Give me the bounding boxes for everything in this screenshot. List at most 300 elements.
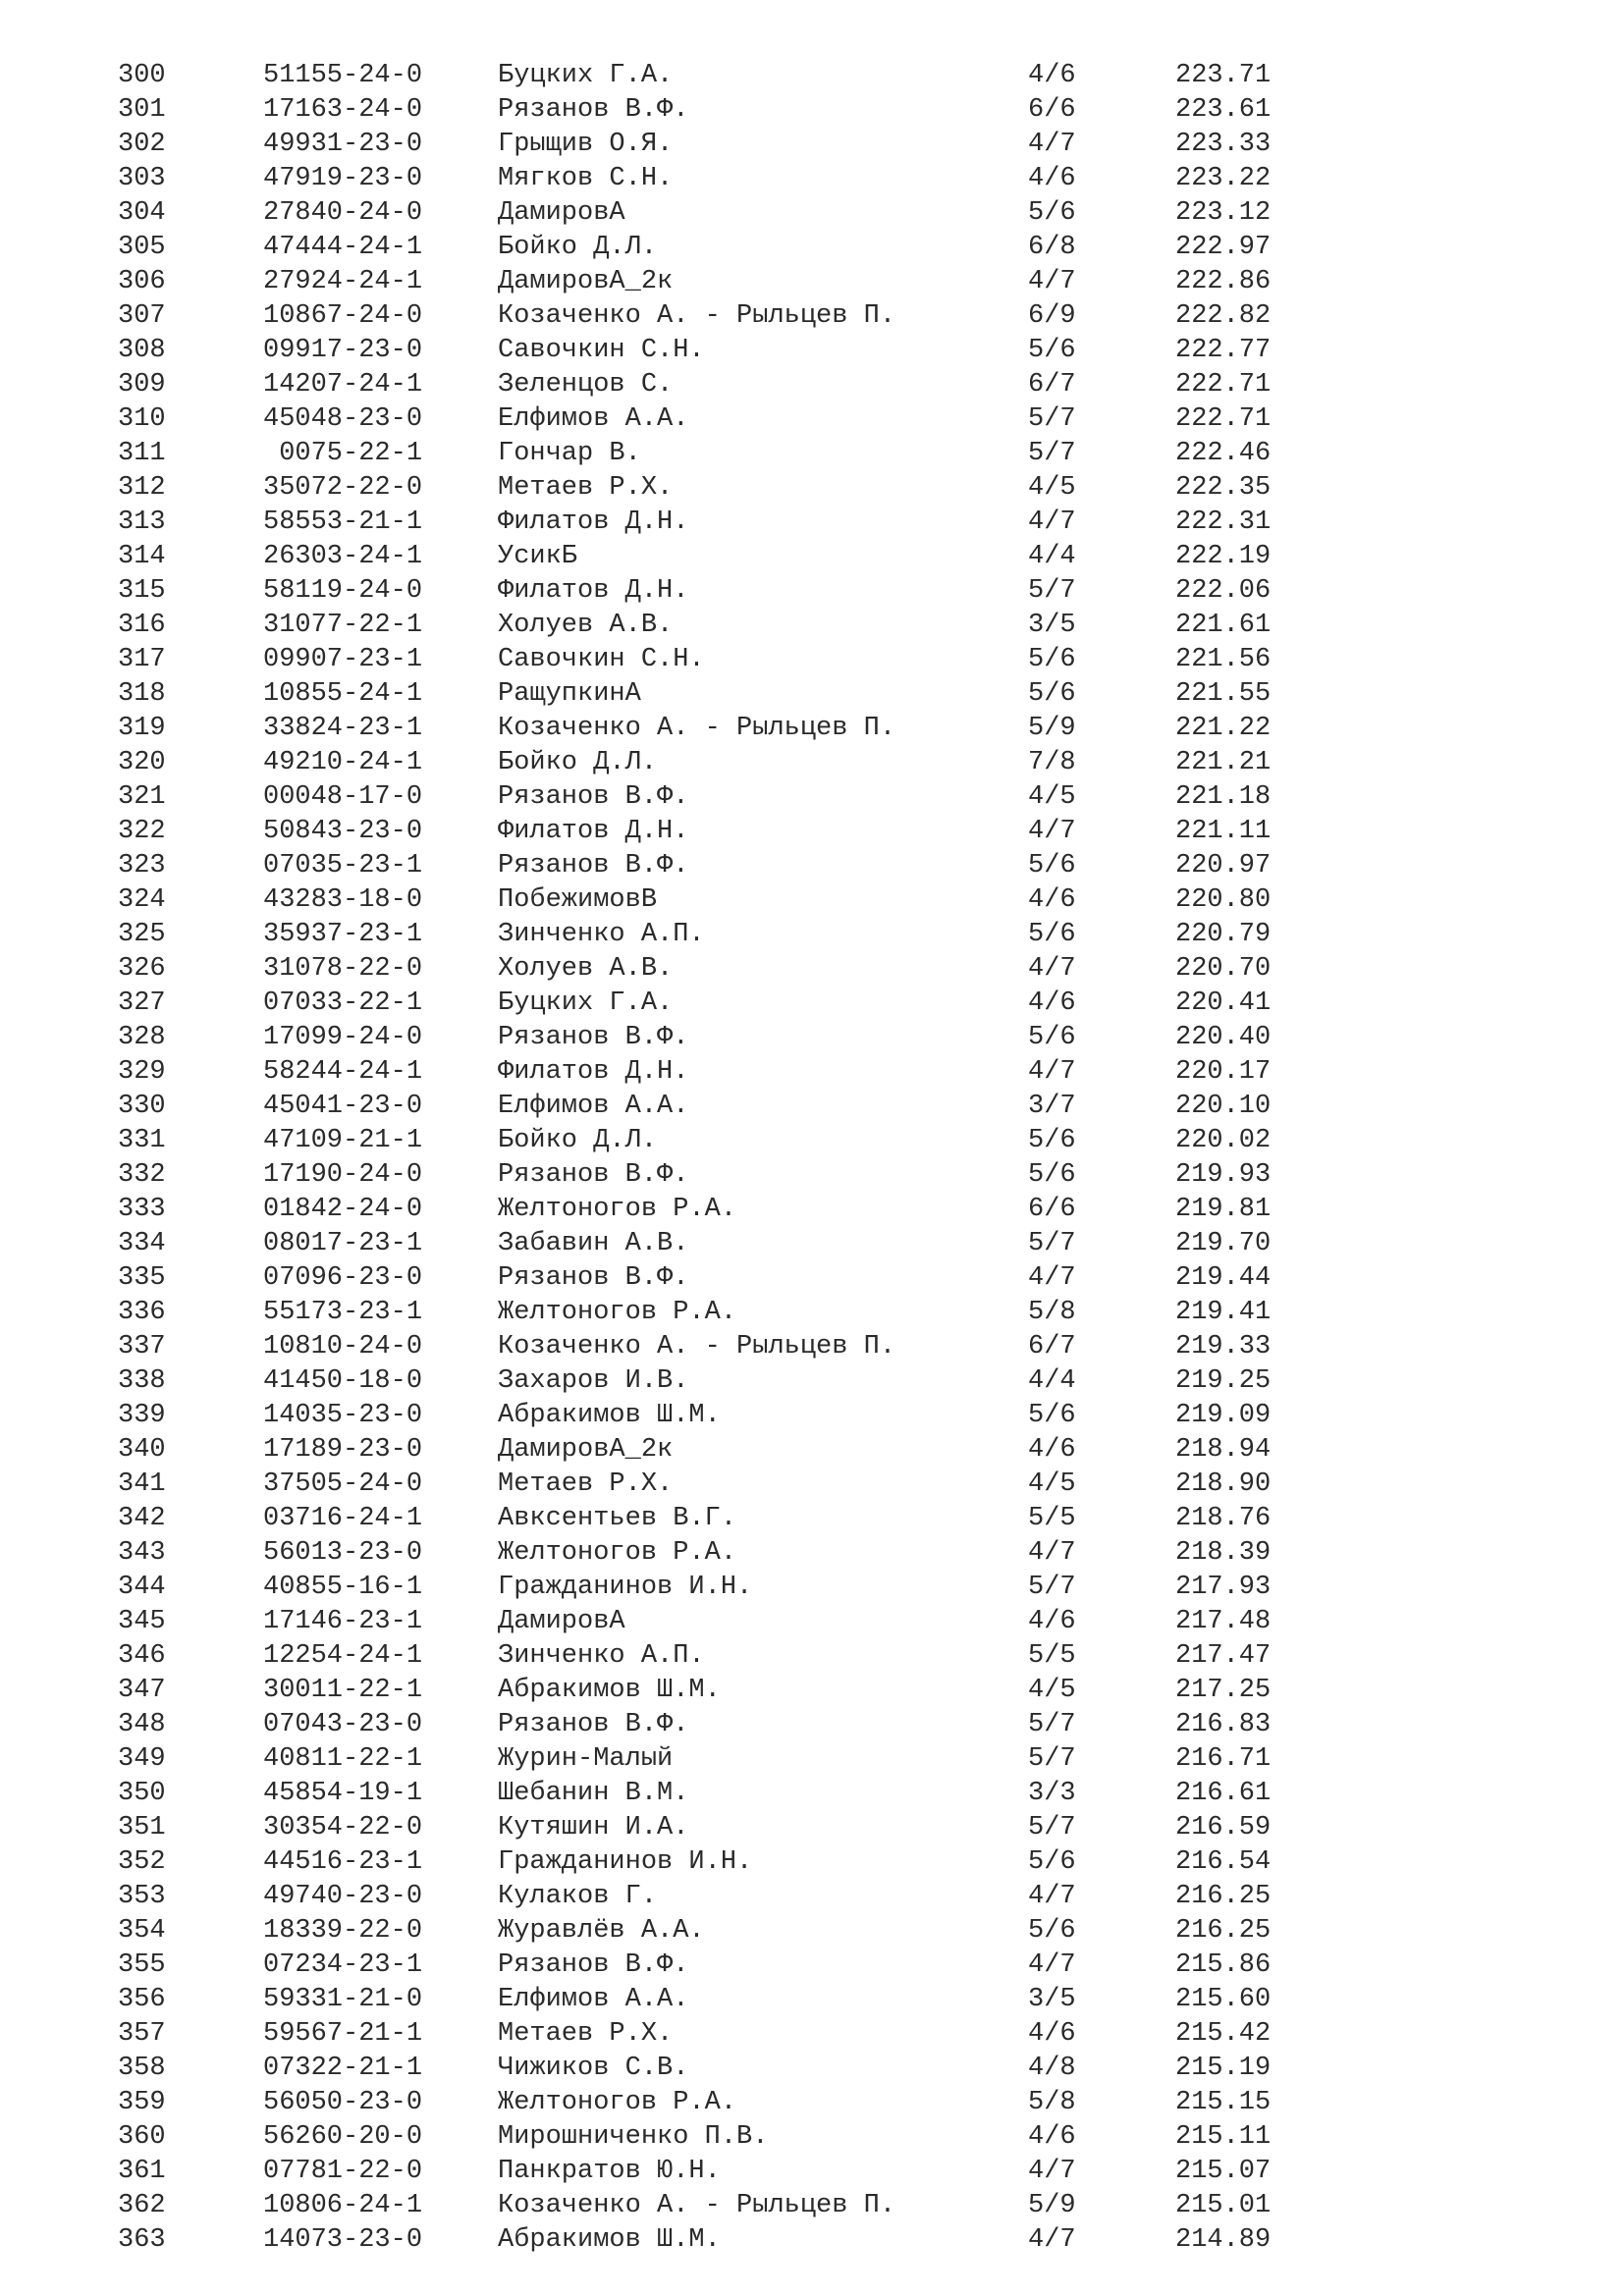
rank-cell: 352 [118,1847,166,1877]
entry-id-cell: 37505-24-0 [263,1469,423,1499]
score-cell: 222.97 [1175,233,1272,262]
rank-cell: 335 [118,1263,166,1293]
entry-id-cell: 59331-21-0 [263,1985,423,2014]
entry-id-cell: 08017-23-1 [263,1229,423,1258]
ratio-cell: 4/7 [1028,1538,1076,1568]
name-cell: Рязанов В.Ф. [498,1950,689,1980]
ratio-cell: 4/7 [1028,130,1076,159]
ratio-cell: 5/6 [1028,851,1076,881]
score-cell: 222.35 [1175,473,1272,503]
ratio-cell: 4/5 [1028,782,1076,812]
rank-cell: 341 [118,1469,166,1499]
name-cell: Рязанов В.Ф. [498,1263,689,1293]
ratio-cell: 5/7 [1028,576,1076,606]
rank-cell: 307 [118,301,166,331]
ratio-cell: 5/6 [1028,920,1076,949]
rank-cell: 310 [118,404,166,434]
ratio-cell: 4/6 [1028,1607,1076,1636]
table-row [118,1983,1335,2017]
score-cell: 214.89 [1175,2225,1272,2255]
score-cell: 219.09 [1175,1401,1272,1430]
ratio-cell: 5/6 [1028,1023,1076,1052]
entry-id-cell: 07322-21-1 [263,2054,423,2083]
name-cell: Шебанин В.М. [498,1779,689,1808]
score-cell: 216.71 [1175,1744,1272,1774]
entry-id-cell: 40811-22-1 [263,1744,423,1774]
score-cell: 222.46 [1175,439,1272,468]
score-cell: 221.11 [1175,817,1272,846]
name-cell: Рязанов В.Ф. [498,1023,689,1052]
rank-cell: 363 [118,2225,166,2255]
table-row [118,1261,1335,1296]
score-cell: 217.47 [1175,1641,1272,1671]
table-row [118,93,1335,128]
name-cell: Рязанов В.Ф. [498,851,689,881]
name-cell: ДамировА_2к [498,267,674,296]
name-cell: Панкратов Ю.Н. [498,2157,721,2186]
rank-cell: 320 [118,748,166,777]
table-row [118,471,1335,506]
entry-id-cell: 30354-22-0 [263,1813,423,1842]
entry-id-cell: 07096-23-0 [263,1263,423,1293]
rank-cell: 316 [118,611,166,640]
ratio-cell: 4/7 [1028,1882,1076,1911]
rank-cell: 355 [118,1950,166,1980]
name-cell: Абракимов Ш.М. [498,2225,721,2255]
rank-cell: 319 [118,714,166,743]
table-row [118,2223,1335,2258]
table-row [118,1639,1335,1674]
ratio-cell: 6/7 [1028,370,1076,400]
table-row [118,1571,1335,1605]
rank-cell: 324 [118,885,166,915]
score-cell: 220.79 [1175,920,1272,949]
entry-id-cell: 09907-23-1 [263,645,423,674]
entry-id-cell: 35937-23-1 [263,920,423,949]
rank-cell: 351 [118,1813,166,1842]
rank-cell: 306 [118,267,166,296]
ratio-cell: 4/7 [1028,1950,1076,1980]
entry-id-cell: 58119-24-0 [263,576,423,606]
entry-id-cell: 10855-24-1 [263,679,423,709]
rank-cell: 328 [118,1023,166,1052]
entry-id-cell: 40855-16-1 [263,1573,423,1602]
rank-cell: 323 [118,851,166,881]
table-row [118,265,1335,299]
name-cell: Метаев Р.Х. [498,1469,674,1499]
name-cell: Чижиков С.В. [498,2054,689,2083]
ratio-cell: 5/6 [1028,1916,1076,1946]
entry-id-cell: 41450-18-0 [263,1366,423,1396]
name-cell: Мягков С.Н. [498,164,674,193]
ratio-cell: 5/7 [1028,1813,1076,1842]
rank-cell: 357 [118,2019,166,2049]
score-cell: 221.61 [1175,611,1272,640]
name-cell: Кулаков Г. [498,1882,658,1911]
name-cell: УсикБ [498,542,578,571]
table-row [118,1605,1335,1639]
score-cell: 216.25 [1175,1916,1272,1946]
score-cell: 218.76 [1175,1504,1272,1533]
entry-id-cell: 09917-23-0 [263,336,423,365]
entry-id-cell: 45041-23-0 [263,1092,423,1121]
table-row [118,2189,1335,2223]
score-cell: 220.02 [1175,1126,1272,1155]
rank-cell: 356 [118,1985,166,2014]
rank-cell: 333 [118,1195,166,1224]
name-cell: ДамировА [498,1607,625,1636]
entry-id-cell: 00048-17-0 [263,782,423,812]
name-cell: Рязанов В.Ф. [498,1160,689,1190]
ratio-cell: 4/7 [1028,1263,1076,1293]
ratio-cell: 4/5 [1028,1676,1076,1705]
table-row [118,1021,1335,1055]
ratio-cell: 5/7 [1028,1573,1076,1602]
table-row [118,1845,1335,1880]
rank-cell: 345 [118,1607,166,1636]
score-cell: 222.71 [1175,370,1272,400]
name-cell: Забавин А.В. [498,1229,689,1258]
table-row [118,1124,1335,1158]
ratio-cell: 4/7 [1028,507,1076,537]
rank-cell: 349 [118,1744,166,1774]
name-cell: Гражданинов И.Н. [498,1847,753,1877]
name-cell: Козаченко А. - Рыльцев П. [498,2191,896,2220]
table-row [118,2086,1335,2120]
entry-id-cell: 30011-22-1 [263,1676,423,1705]
score-cell: 220.97 [1175,851,1272,881]
rank-cell: 315 [118,576,166,606]
rank-cell: 343 [118,1538,166,1568]
ratio-cell: 5/5 [1028,1504,1076,1533]
score-cell: 222.31 [1175,507,1272,537]
ratio-cell: 6/9 [1028,301,1076,331]
entry-id-cell: 17163-24-0 [263,95,423,125]
entry-id-cell: 27840-24-0 [263,198,423,228]
name-cell: Рязанов В.Ф. [498,782,689,812]
rank-cell: 326 [118,954,166,984]
ratio-cell: 3/5 [1028,1985,1076,2014]
entry-id-cell: 14073-23-0 [263,2225,423,2255]
rank-cell: 309 [118,370,166,400]
rank-cell: 358 [118,2054,166,2083]
table-row [118,987,1335,1021]
name-cell: Филатов Д.Н. [498,817,689,846]
table-row [118,815,1335,849]
table-row [118,59,1335,93]
table-row [118,1502,1335,1536]
ratio-cell: 4/6 [1028,988,1076,1018]
ratio-cell: 4/7 [1028,267,1076,296]
name-cell: Гражданинов И.Н. [498,1573,753,1602]
rank-cell: 308 [118,336,166,365]
score-cell: 221.22 [1175,714,1272,743]
ratio-cell: 4/7 [1028,2225,1076,2255]
name-cell: Елфимов А.А. [498,1092,689,1121]
table-row [118,1158,1335,1193]
entry-id-cell: 56013-23-0 [263,1538,423,1568]
rank-cell: 327 [118,988,166,1018]
table-row [118,609,1335,643]
ratio-cell: 6/6 [1028,1195,1076,1224]
ratio-cell: 5/9 [1028,714,1076,743]
score-cell: 216.54 [1175,1847,1272,1877]
name-cell: Журин-Малый [498,1744,674,1774]
rank-cell: 354 [118,1916,166,1946]
table-row [118,952,1335,987]
ratio-cell: 4/7 [1028,817,1076,846]
ratio-cell: 4/7 [1028,1057,1076,1087]
table-row [118,1090,1335,1124]
score-cell: 222.06 [1175,576,1272,606]
score-cell: 215.01 [1175,2191,1272,2220]
table-row [118,1193,1335,1227]
table-row [118,746,1335,780]
table-row [118,1708,1335,1742]
ratio-cell: 5/8 [1028,2088,1076,2117]
table-row [118,1914,1335,1949]
entry-id-cell: 07033-22-1 [263,988,423,1018]
entry-id-cell: 10806-24-1 [263,2191,423,2220]
table-row [118,506,1335,540]
table-row [118,1811,1335,1845]
table-row [118,1880,1335,1914]
table-row [118,780,1335,815]
rank-cell: 318 [118,679,166,709]
table-row [118,849,1335,883]
entry-id-cell: 17189-23-0 [263,1435,423,1465]
name-cell: Желтоногов Р.А. [498,1298,737,1327]
name-cell: Зинченко А.П. [498,920,705,949]
score-cell: 216.83 [1175,1710,1272,1739]
name-cell: Желтоногов Р.А. [498,1538,737,1568]
ratio-cell: 5/7 [1028,1710,1076,1739]
rank-cell: 304 [118,198,166,228]
score-cell: 220.10 [1175,1092,1272,1121]
table-row [118,574,1335,609]
name-cell: ДамировА_2к [498,1435,674,1465]
score-cell: 219.44 [1175,1263,1272,1293]
name-cell: Бойко Д.Л. [498,748,658,777]
ratio-cell: 4/8 [1028,2054,1076,2083]
table-row [118,2155,1335,2189]
name-cell: Холуев А.В. [498,954,674,984]
ratio-cell: 4/6 [1028,2019,1076,2049]
ratio-cell: 4/7 [1028,954,1076,984]
name-cell: Метаев Р.Х. [498,2019,674,2049]
score-cell: 221.21 [1175,748,1272,777]
ratio-cell: 6/8 [1028,233,1076,262]
table-row [118,1674,1335,1708]
ratio-cell: 3/7 [1028,1092,1076,1121]
table-row [118,128,1335,162]
ratio-cell: 3/3 [1028,1779,1076,1808]
rank-cell: 350 [118,1779,166,1808]
table-row [118,1227,1335,1261]
rank-cell: 353 [118,1882,166,1911]
score-cell: 219.81 [1175,1195,1272,1224]
rank-cell: 303 [118,164,166,193]
entry-id-cell: 18339-22-0 [263,1916,423,1946]
ratio-cell: 5/7 [1028,439,1076,468]
name-cell: Абракимов Ш.М. [498,1401,721,1430]
entry-id-cell: 58244-24-1 [263,1057,423,1087]
table-row [118,2052,1335,2086]
name-cell: Рязанов В.Ф. [498,95,689,125]
entry-id-cell: 31077-22-1 [263,611,423,640]
table-row [118,540,1335,574]
rank-cell: 305 [118,233,166,262]
table-row [118,1433,1335,1468]
ratio-cell: 4/4 [1028,1366,1076,1396]
entry-id-cell: 0075-22-1 [263,439,423,468]
score-cell: 221.56 [1175,645,1272,674]
table-row [118,1364,1335,1399]
score-cell: 220.17 [1175,1057,1272,1087]
rank-cell: 321 [118,782,166,812]
score-cell: 222.86 [1175,267,1272,296]
name-cell: Савочкин С.Н. [498,645,705,674]
entry-id-cell: 27924-24-1 [263,267,423,296]
score-cell: 221.55 [1175,679,1272,709]
ratio-cell: 5/5 [1028,1641,1076,1671]
score-cell: 217.48 [1175,1607,1272,1636]
score-cell: 220.40 [1175,1023,1272,1052]
score-cell: 222.19 [1175,542,1272,571]
entry-id-cell: 51155-24-0 [263,61,423,90]
table-row [118,712,1335,746]
ratio-cell: 6/6 [1028,95,1076,125]
score-cell: 218.39 [1175,1538,1272,1568]
name-cell: Козаченко А. - Рыльцев П. [498,301,896,331]
table-row [118,231,1335,265]
name-cell: Савочкин С.Н. [498,336,705,365]
entry-id-cell: 07234-23-1 [263,1950,423,1980]
table-row [118,677,1335,712]
name-cell: Авксентьев В.Г. [498,1504,737,1533]
ratio-cell: 4/6 [1028,2122,1076,2152]
entry-id-cell: 10867-24-0 [263,301,423,331]
table-row [118,643,1335,677]
table-row [118,1536,1335,1571]
entry-id-cell: 47109-21-1 [263,1126,423,1155]
score-cell: 218.90 [1175,1469,1272,1499]
entry-id-cell: 35072-22-0 [263,473,423,503]
entry-id-cell: 59567-21-1 [263,2019,423,2049]
entry-id-cell: 55173-23-1 [263,1298,423,1327]
name-cell: Рязанов В.Ф. [498,1710,689,1739]
entry-id-cell: 49210-24-1 [263,748,423,777]
name-cell: Метаев Р.Х. [498,473,674,503]
rank-cell: 334 [118,1229,166,1258]
table-row [118,299,1335,334]
entry-id-cell: 14207-24-1 [263,370,423,400]
table-row [118,1296,1335,1330]
rank-cell: 312 [118,473,166,503]
table-row [118,1330,1335,1364]
ratio-cell: 4/6 [1028,61,1076,90]
entry-id-cell: 44516-23-1 [263,1847,423,1877]
table-row [118,1949,1335,1983]
score-cell: 220.70 [1175,954,1272,984]
entry-id-cell: 45048-23-0 [263,404,423,434]
ratio-cell: 3/5 [1028,611,1076,640]
score-cell: 215.15 [1175,2088,1272,2117]
score-cell: 220.41 [1175,988,1272,1018]
ratio-cell: 5/6 [1028,1401,1076,1430]
table-row [118,1399,1335,1433]
score-cell: 222.77 [1175,336,1272,365]
table-row [118,437,1335,471]
rank-cell: 322 [118,817,166,846]
entry-id-cell: 50843-23-0 [263,817,423,846]
score-cell: 219.93 [1175,1160,1272,1190]
table-row [118,402,1335,437]
name-cell: Елфимов А.А. [498,1985,689,2014]
score-cell: 215.60 [1175,1985,1272,2014]
name-cell: Грыщив О.Я. [498,130,674,159]
name-cell: РащупкинА [498,679,641,709]
rank-cell: 348 [118,1710,166,1739]
score-cell: 215.86 [1175,1950,1272,1980]
entry-id-cell: 03716-24-1 [263,1504,423,1533]
score-cell: 218.94 [1175,1435,1272,1465]
ratio-cell: 5/7 [1028,404,1076,434]
entry-id-cell: 26303-24-1 [263,542,423,571]
name-cell: Гончар В. [498,439,641,468]
score-cell: 223.71 [1175,61,1272,90]
table-row [118,2017,1335,2052]
ratio-cell: 4/7 [1028,2157,1076,2186]
name-cell: ДамировА [498,198,625,228]
name-cell: Желтоногов Р.А. [498,1195,737,1224]
ratio-cell: 5/6 [1028,1126,1076,1155]
score-cell: 222.71 [1175,404,1272,434]
ratio-cell: 7/8 [1028,748,1076,777]
table-row [118,162,1335,196]
entry-id-cell: 47444-24-1 [263,233,423,262]
score-cell: 223.22 [1175,164,1272,193]
rank-cell: 361 [118,2157,166,2186]
name-cell: Филатов Д.Н. [498,1057,689,1087]
entry-id-cell: 47919-23-0 [263,164,423,193]
score-cell: 217.93 [1175,1573,1272,1602]
name-cell: Зинченко А.П. [498,1641,705,1671]
ratio-cell: 5/6 [1028,679,1076,709]
score-cell: 215.11 [1175,2122,1272,2152]
rank-cell: 330 [118,1092,166,1121]
entry-id-cell: 17146-23-1 [263,1607,423,1636]
name-cell: Захаров И.В. [498,1366,689,1396]
rank-cell: 317 [118,645,166,674]
table-row [118,1777,1335,1811]
name-cell: Бойко Д.Л. [498,233,658,262]
entry-id-cell: 43283-18-0 [263,885,423,915]
ratio-cell: 6/7 [1028,1332,1076,1362]
name-cell: Козаченко А. - Рыльцев П. [498,714,896,743]
score-cell: 215.19 [1175,2054,1272,2083]
rank-cell: 311 [118,439,166,468]
name-cell: Филатов Д.Н. [498,507,689,537]
entry-id-cell: 07035-23-1 [263,851,423,881]
name-cell: Елфимов А.А. [498,404,689,434]
rank-cell: 302 [118,130,166,159]
entry-id-cell: 07781-22-0 [263,2157,423,2186]
name-cell: ПобежимовВ [498,885,658,915]
name-cell: Мирошниченко П.В. [498,2122,769,2152]
rank-cell: 313 [118,507,166,537]
name-cell: Бойко Д.Л. [498,1126,658,1155]
